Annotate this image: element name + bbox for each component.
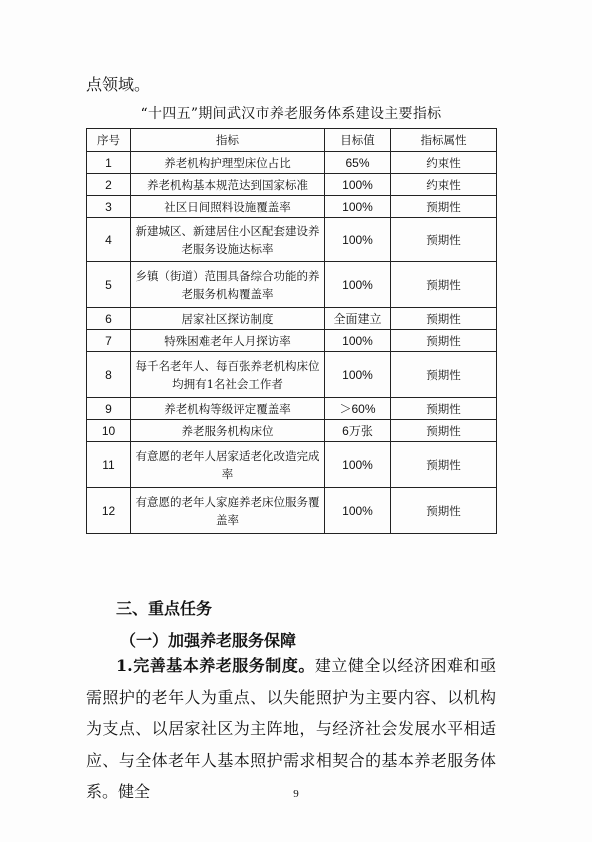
row-attribute: 预期性 [391, 420, 497, 442]
page-number: 9 [293, 788, 299, 800]
paragraph-lead: 1.完善基本养老服务制度。 [116, 656, 315, 675]
table-row [87, 262, 497, 308]
row-number: 10 [87, 420, 131, 442]
row-number: 12 [87, 488, 131, 534]
row-target: 100% [325, 352, 391, 398]
row-number: 2 [87, 174, 131, 196]
table-row [87, 488, 497, 534]
row-target: 100% [325, 196, 391, 218]
row-number: 11 [87, 442, 131, 488]
row-number: 4 [87, 218, 131, 262]
row-indicator: 每千名老年人、每百张养老机构床位均拥有1名社会工作者 [131, 352, 325, 398]
row-number: 6 [87, 308, 131, 330]
row-number: 1 [87, 152, 131, 174]
row-attribute: 预期性 [391, 488, 497, 534]
continuation-text: 点领域。 [86, 75, 151, 94]
row-target: 100% [325, 488, 391, 534]
table-row [87, 308, 497, 330]
row-number: 5 [87, 262, 131, 308]
table-row [87, 330, 497, 352]
row-target: 65% [325, 152, 391, 174]
row-attribute: 预期性 [391, 352, 497, 398]
row-indicator: 特殊困难老年人月探访率 [131, 330, 325, 352]
row-indicator: 养老服务机构床位 [131, 420, 325, 442]
row-attribute: 预期性 [391, 218, 497, 262]
table-row [87, 398, 497, 420]
table-row [87, 352, 497, 398]
row-indicator: 有意愿的老年人家庭养老床位服务覆盖率 [131, 488, 325, 534]
row-number: 8 [87, 352, 131, 398]
row-target: 全面建立 [325, 308, 391, 330]
row-attribute: 约束性 [391, 174, 497, 196]
header-target: 目标值 [325, 129, 391, 152]
row-target: 100% [325, 442, 391, 488]
row-attribute: 预期性 [391, 442, 497, 488]
row-attribute: 预期性 [391, 330, 497, 352]
row-indicator: 社区日间照料设施覆盖率 [131, 196, 325, 218]
row-indicator: 养老机构等级评定覆盖率 [131, 398, 325, 420]
row-attribute: 预期性 [391, 262, 497, 308]
table-row [87, 152, 497, 174]
table-header-row [87, 129, 497, 152]
row-target: 100% [325, 174, 391, 196]
table-row [87, 420, 497, 442]
row-indicator: 新建城区、新建居住小区配套建设养老服务设施达标率 [131, 218, 325, 262]
row-attribute: 预期性 [391, 308, 497, 330]
row-indicator: 有意愿的老年人居家适老化改造完成率 [131, 442, 325, 488]
subsection-heading: （一）加强养老服务保障 [120, 631, 297, 650]
section-heading: 三、重点任务 [116, 599, 213, 618]
table-row [87, 174, 497, 196]
indicator-table [86, 128, 497, 534]
header-attr: 指标属性 [391, 129, 497, 152]
row-indicator: 养老机构护理型床位占比 [131, 152, 325, 174]
row-attribute: 预期性 [391, 398, 497, 420]
row-target: 100% [325, 262, 391, 308]
row-number: 7 [87, 330, 131, 352]
row-number: 3 [87, 196, 131, 218]
row-indicator: 养老机构基本规范达到国家标准 [131, 174, 325, 196]
row-target: 6万张 [325, 420, 391, 442]
header-indicator: 指标 [131, 129, 325, 152]
paragraph-body: 建立健全以经济困难和亟需照护的老年人为重点、以失能照护为主要内容、以机构为支点、以居家社区为主阵地，与经济社会发展水平相适应、与全体老年人基本照护需求相契合的基本养老服务体系。健全 [86, 656, 496, 801]
row-indicator: 居家社区探访制度 [131, 308, 325, 330]
row-target: 100% [325, 218, 391, 262]
body-paragraph [86, 650, 496, 808]
table-row [87, 218, 497, 262]
header-no: 序号 [87, 129, 131, 152]
row-number: 9 [87, 398, 131, 420]
table-title: “十四五”期间武汉市养老服务体系建设主要指标 [140, 106, 442, 122]
row-target: ＞60% [325, 398, 391, 420]
table-row [87, 442, 497, 488]
row-indicator: 乡镇（街道）范围具备综合功能的养老服务机构覆盖率 [131, 262, 325, 308]
row-attribute: 预期性 [391, 196, 497, 218]
row-target: 100% [325, 330, 391, 352]
table-row [87, 196, 497, 218]
row-attribute: 约束性 [391, 152, 497, 174]
